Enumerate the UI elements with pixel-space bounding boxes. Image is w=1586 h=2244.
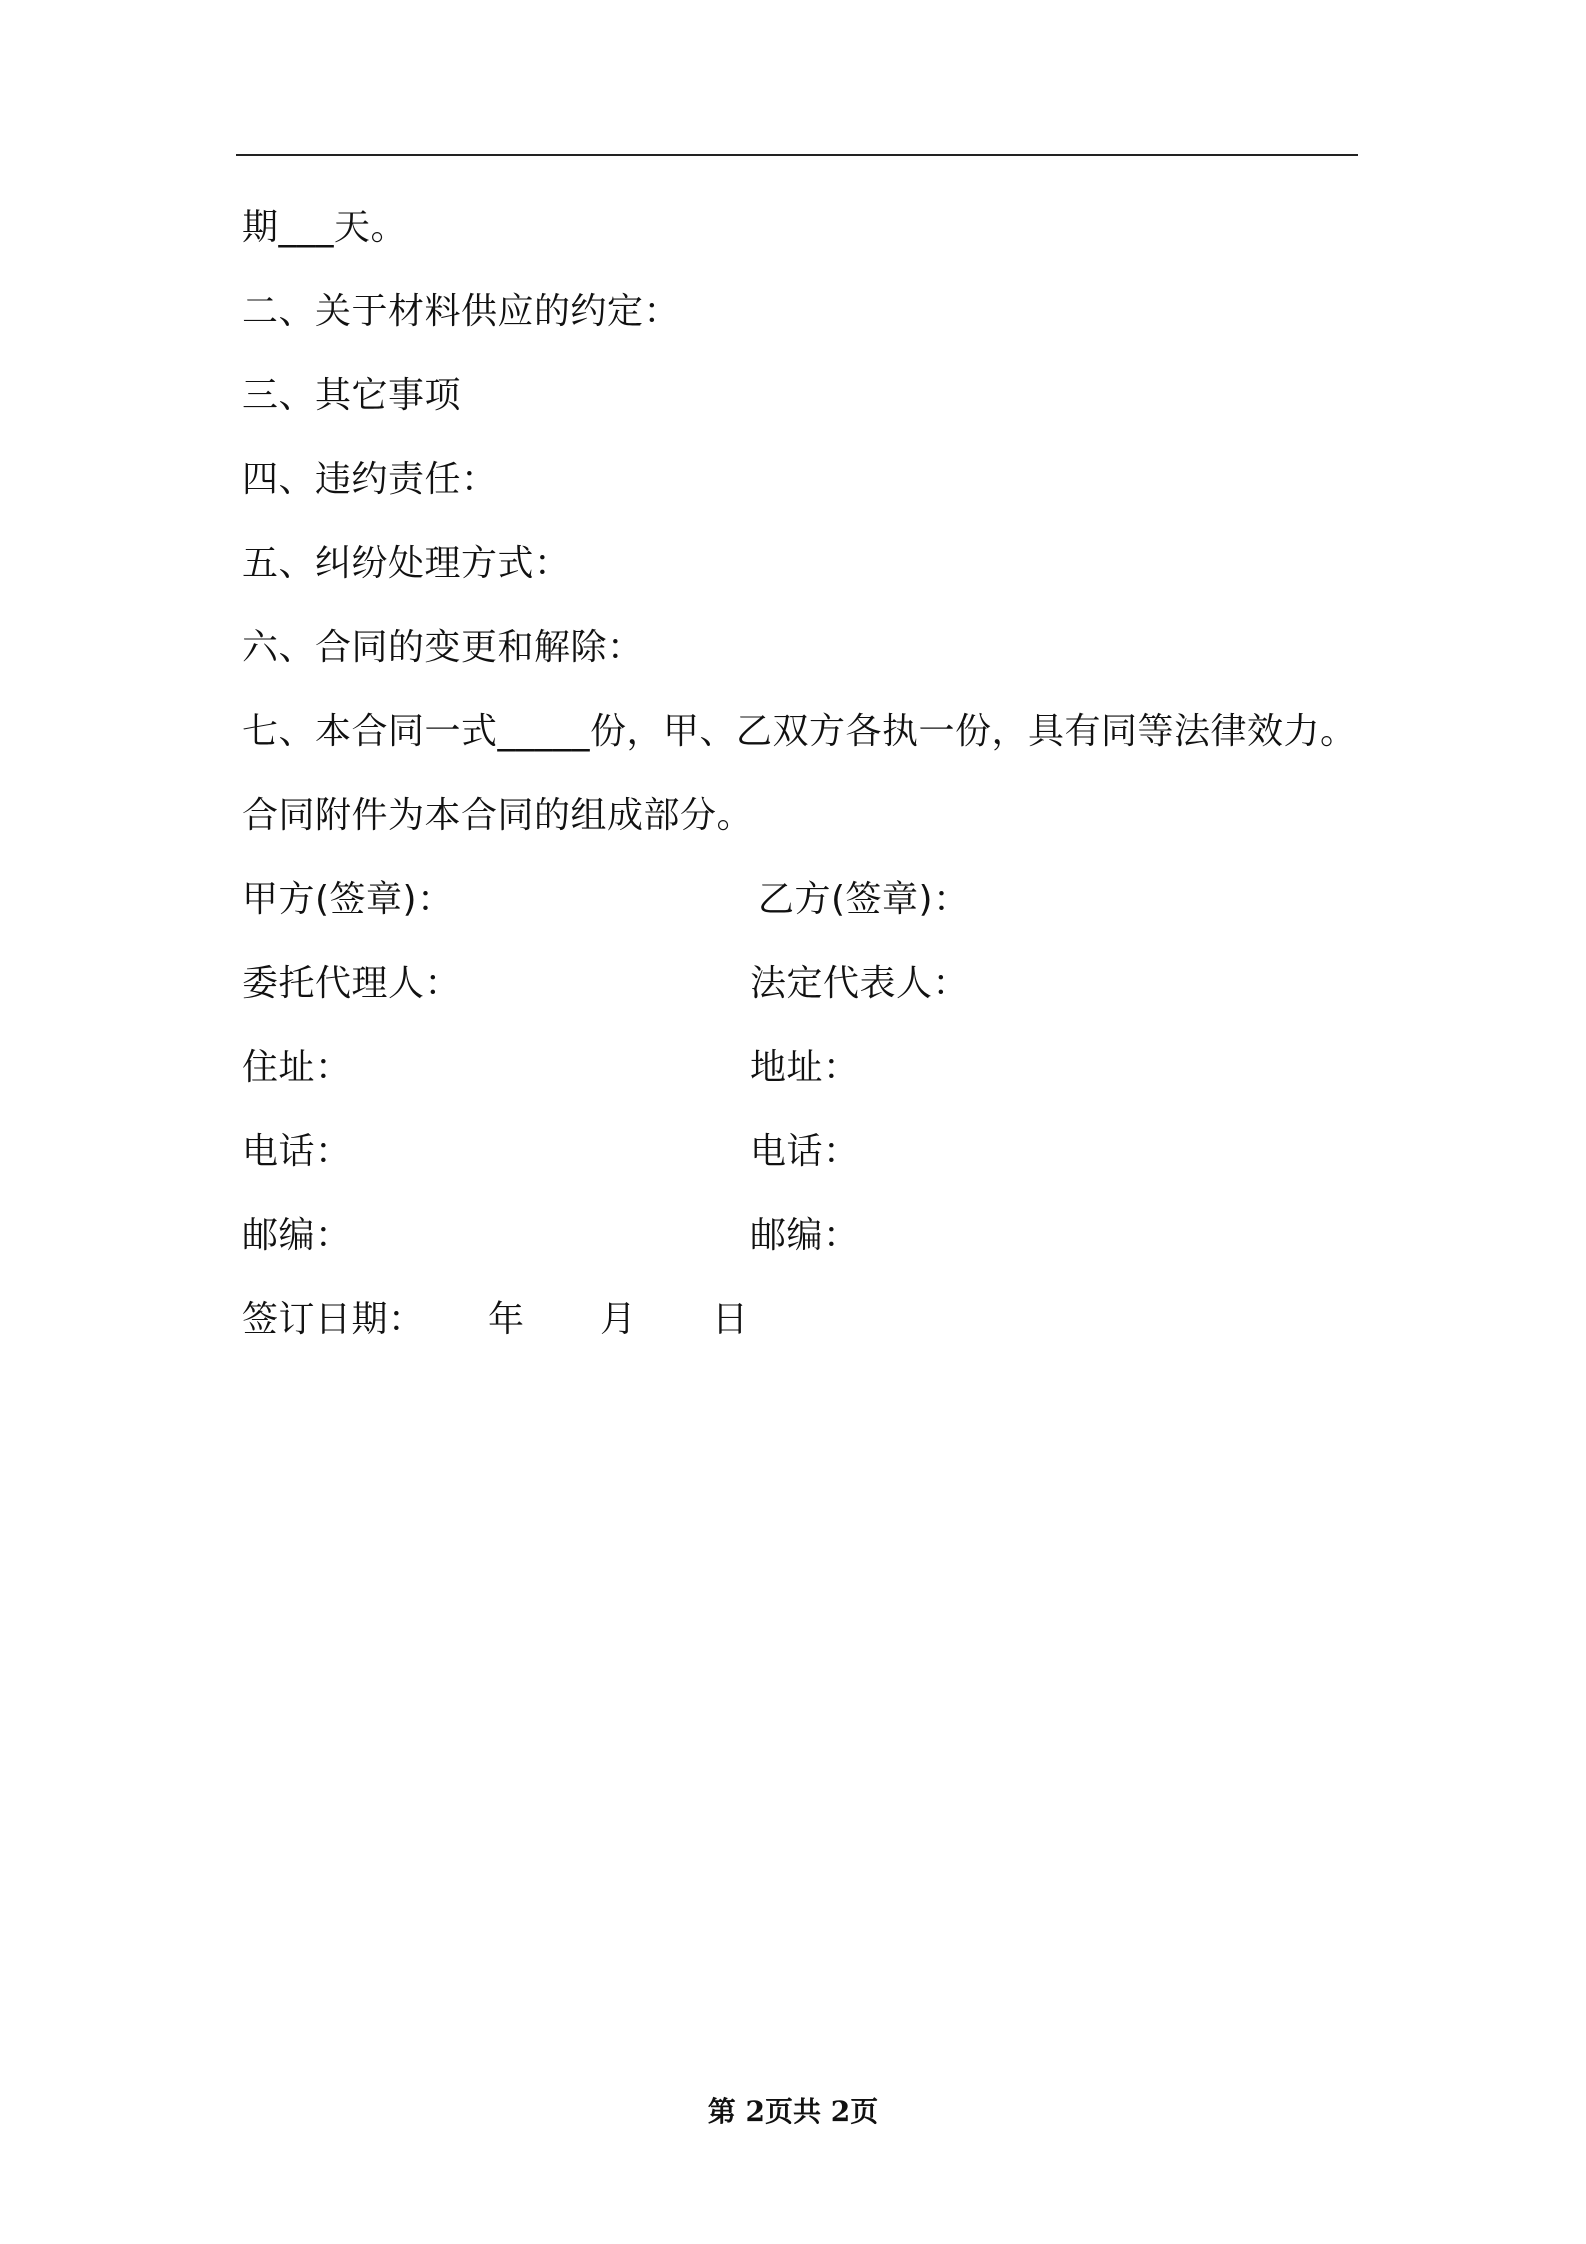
signing-date-label: 签订日期： [242, 1299, 425, 1340]
address-b-label: 地址： [750, 1047, 860, 1088]
phone-b-label: 电话： [750, 1131, 860, 1172]
clause-5-dispute-resolution: 五、纠纷处理方式： [242, 543, 571, 584]
signing-date-year: 年 [488, 1299, 525, 1340]
clause-7-copies: 七、本合同一式_____份，甲、乙双方各执一份，具有同等法律效力。 [242, 711, 1357, 752]
legal-representative-label: 法定代表人： [750, 963, 970, 1004]
clause-3-other-matters: 三、其它事项 [242, 375, 462, 416]
clause-6-change-termination: 六、合同的变更和解除： [242, 627, 644, 668]
attachment-note: 合同附件为本合同的组成部分。 [242, 795, 754, 836]
signing-date-day: 日 [712, 1299, 749, 1340]
phone-a-label: 电话： [242, 1131, 352, 1172]
text-line-period: 期___天。 [242, 207, 408, 248]
page-indicator: 第 2页共 2页 [707, 2095, 879, 2128]
postcode-b-label: 邮编： [750, 1215, 860, 1256]
signing-date-month: 月 [600, 1299, 637, 1340]
agent-label: 委托代理人： [242, 963, 462, 1004]
clause-4-breach-liability: 四、违约责任： [242, 459, 498, 500]
clause-2-material-supply: 二、关于材料供应的约定： [242, 291, 681, 332]
postcode-a-label: 邮编： [242, 1215, 352, 1256]
party-b-signature-label: 乙方(签章)： [758, 879, 970, 920]
address-a-label: 住址： [242, 1047, 352, 1088]
party-a-signature-label: 甲方(签章)： [242, 879, 454, 920]
header-rule [236, 154, 1358, 156]
